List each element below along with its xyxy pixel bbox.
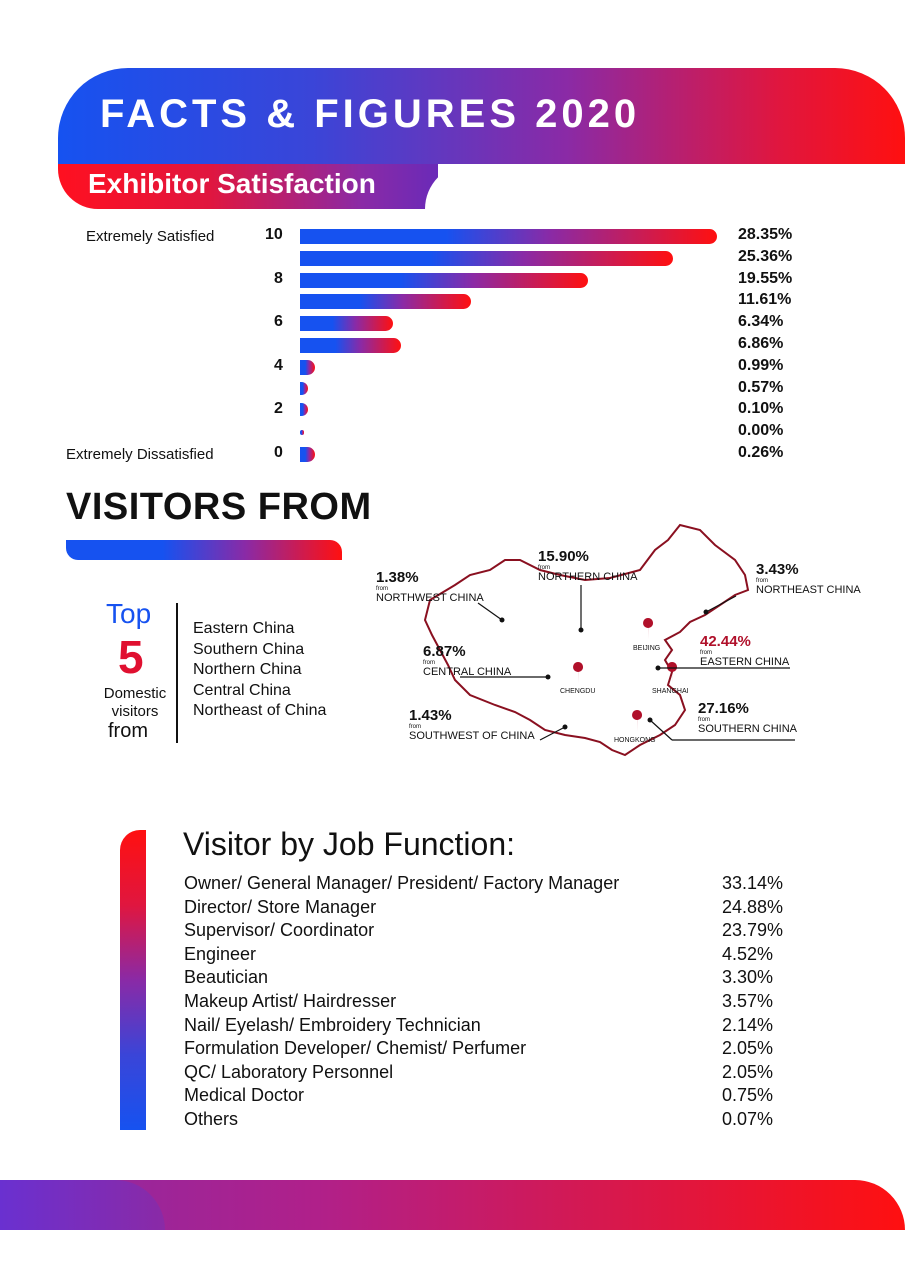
- y-tick-label: 4: [274, 356, 283, 374]
- region-from: from: [698, 717, 710, 723]
- job-pct: 24.88%: [722, 896, 784, 917]
- page-title: FACTS & FIGURES 2020: [100, 92, 641, 136]
- region-pct: 3.43%: [756, 561, 799, 578]
- region-southern: [698, 700, 797, 735]
- job-function-title: Visitor by Job Function:: [183, 826, 516, 862]
- footer-banner-left: [0, 1180, 165, 1230]
- region-from: from: [538, 565, 550, 571]
- job-pct: 3.30%: [722, 967, 774, 988]
- region-pct: 42.44%: [700, 633, 751, 650]
- region-pct: 6.87%: [423, 643, 466, 660]
- region-name: SOUTHWEST OF CHINA: [409, 730, 535, 742]
- region-central: [423, 643, 511, 678]
- region-pct: 1.43%: [409, 707, 452, 724]
- region-name: CENTRAL CHINA: [423, 666, 512, 678]
- region-from: from: [700, 650, 712, 656]
- top-number: 5: [118, 631, 144, 683]
- bar-5: [300, 338, 401, 353]
- section-title-satisfaction: Exhibitor Satisfaction: [88, 168, 376, 199]
- job-label: Makeup Artist/ Hairdresser: [184, 991, 397, 1011]
- y-tick-label: 6: [274, 313, 283, 331]
- bar-0: [300, 447, 315, 462]
- region-northeast: [756, 561, 861, 596]
- leader-dot: [579, 628, 584, 633]
- job-label: Engineer: [184, 943, 257, 964]
- top-from: from: [108, 720, 148, 742]
- leader-dot: [648, 718, 653, 723]
- job-pct: 3.57%: [722, 991, 774, 1011]
- chart-bottom-label: Extremely Dissatisfied: [66, 446, 214, 463]
- chart-top-label: Extremely Satisfied: [86, 228, 215, 245]
- y-tick-label: 10: [265, 226, 283, 243]
- region-name: SOUTHERN CHINA: [698, 723, 798, 735]
- region-name: NORTHWEST CHINA: [376, 592, 484, 604]
- job-label: Others: [184, 1109, 239, 1129]
- job-label: QC/ Laboratory Personnel: [184, 1061, 394, 1082]
- top-region-item: Southern China: [193, 640, 305, 658]
- leader-dot: [546, 675, 551, 680]
- bar-4: [300, 360, 315, 375]
- bar-6: [300, 316, 393, 331]
- region-name: NORTHEAST CHINA: [756, 584, 861, 596]
- region-from: from: [376, 586, 388, 592]
- visitors-underline-bar: [66, 540, 342, 560]
- job-accent-bar: [120, 830, 146, 1130]
- job-label: Owner/ General Manager/ President/ Factory Manager: [184, 873, 620, 893]
- bar-value-label: 6.86%: [738, 335, 784, 352]
- job-label: Formulation Developer/ Chemist/ Perfumer: [184, 1038, 527, 1059]
- job-pct: 2.14%: [722, 1014, 774, 1035]
- region-pct: 27.16%: [698, 700, 749, 717]
- region-name: EASTERN CHINA: [700, 656, 790, 668]
- job-label: Director/ Store Manager: [184, 896, 377, 917]
- region-from: from: [423, 660, 435, 666]
- map-pin: [573, 662, 583, 684]
- region-pct: 1.38%: [376, 569, 419, 586]
- bar-2: [300, 403, 308, 416]
- region-northwest: [376, 569, 484, 604]
- job-pct: 23.79%: [722, 920, 784, 941]
- bar-7: [300, 294, 471, 309]
- leader-line: [706, 596, 736, 612]
- region-southwest: [409, 707, 535, 742]
- leader-dot: [563, 725, 568, 730]
- bar-value-label: 19.55%: [738, 269, 793, 287]
- y-tick-label: 8: [274, 269, 283, 287]
- region-pct: 15.90%: [538, 548, 589, 565]
- bar-8: [300, 273, 588, 288]
- city-label: HONGKONG: [614, 737, 656, 744]
- bar-value-label: 28.35%: [738, 226, 793, 243]
- bar-value-label: 0.99%: [738, 356, 784, 374]
- region-northern: [538, 548, 637, 583]
- bar-value-label: 0.10%: [738, 400, 784, 418]
- leader-line: [478, 603, 502, 620]
- top-region-item: Northern China: [193, 661, 302, 678]
- bar-value-label: 25.36%: [738, 247, 793, 265]
- job-label: Beautician: [184, 967, 269, 988]
- job-pct: 0.75%: [722, 1085, 774, 1106]
- visitors-from-title: VISITORS FROM: [66, 486, 372, 528]
- y-tick-label: 0: [274, 444, 283, 461]
- y-tick-label: 2: [274, 400, 283, 418]
- job-pct: 4.52%: [722, 943, 774, 964]
- region-eastern: [700, 633, 789, 668]
- job-label: Nail/ Eyelash/ Embroidery Technician: [184, 1014, 481, 1035]
- job-pct: 2.05%: [722, 1038, 774, 1059]
- region-from: from: [756, 578, 768, 584]
- job-pct: 2.05%: [722, 1061, 774, 1082]
- map-pin: [643, 618, 653, 640]
- top-region-item: Eastern China: [193, 620, 295, 637]
- region-name: NORTHERN CHINA: [538, 571, 638, 583]
- leader-dot: [656, 666, 661, 671]
- top-region-item: Central China: [193, 681, 291, 699]
- top-divider: [176, 603, 178, 743]
- top-region-list: [193, 619, 326, 722]
- job-label: Supervisor/ Coordinator: [184, 920, 375, 941]
- job-pct: 0.07%: [722, 1109, 774, 1129]
- top-region-item: Northeast of China: [193, 702, 327, 719]
- city-label: CHENGDU: [560, 688, 596, 695]
- city-label: BEIJING: [633, 645, 661, 652]
- bar-1: [300, 430, 304, 435]
- job-pct: 33.14%: [722, 873, 784, 893]
- leader-dot: [704, 610, 709, 615]
- bar-value-label: 0.57%: [738, 378, 784, 396]
- top-word: Top: [106, 598, 152, 629]
- bar-9: [300, 251, 673, 266]
- bar-value-label: 0.26%: [738, 444, 784, 461]
- bar-10: [300, 229, 717, 244]
- map-pin: [632, 710, 642, 732]
- bar-value-label: 11.61%: [738, 291, 792, 309]
- bar-3: [300, 382, 308, 395]
- job-label: Medical Doctor: [184, 1085, 305, 1106]
- city-label: SHANGHAI: [652, 688, 689, 695]
- leader-dot: [500, 618, 505, 623]
- region-from: from: [409, 724, 421, 730]
- top-description: Domestic visitors: [103, 685, 167, 720]
- bar-value-label: 0.00%: [738, 422, 784, 440]
- bar-value-label: 6.34%: [738, 313, 784, 331]
- subtitle-banner-curve: [425, 164, 905, 209]
